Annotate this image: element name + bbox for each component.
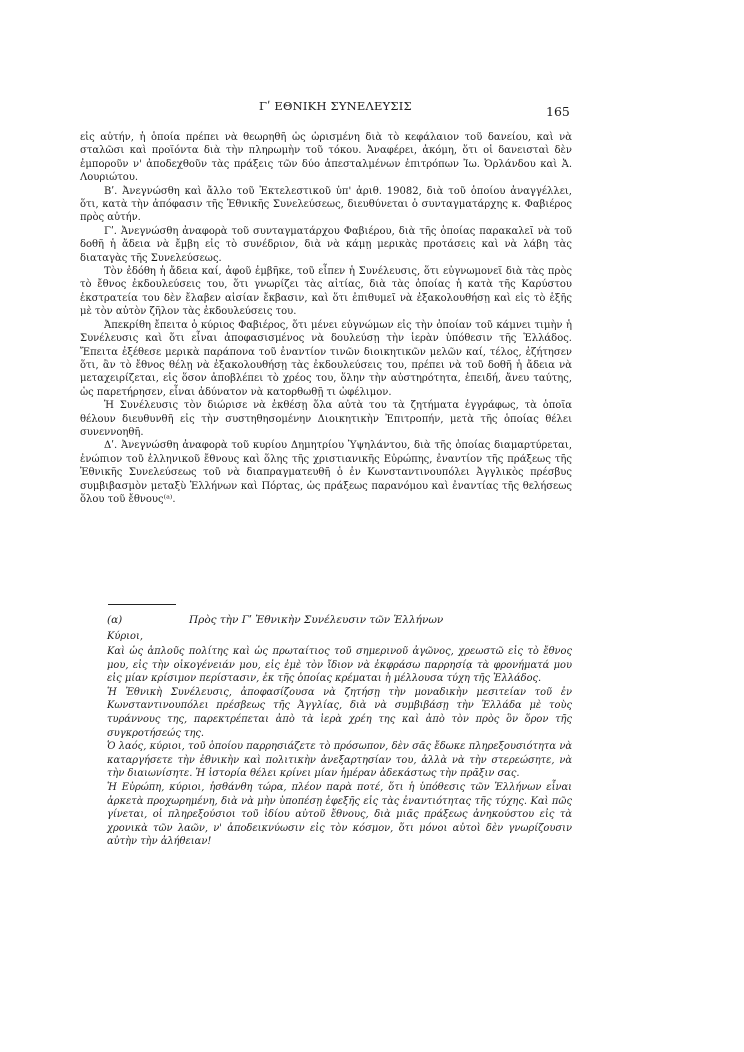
- main-text: [80, 131, 572, 506]
- footnote-heading: [107, 612, 572, 630]
- footnote-divider: [108, 604, 176, 605]
- footnote-paragraph: Καὶ ὡς ἁπλοῦς πολίτης καὶ ὡς πρωταίτιος τοῦ σημερινοῦ ἀγῶνος, χρεωστῶ εἰς τὸ ἔθνος μου, εἰς τὴν οἰκογένειάν μου, εἰς ἐμὲ τὸν ἴδιον νὰ ἐκφράσω παρρησίᾳ τὰ φρονήματά μου εἰς μίαν κρίσιμον περίστασιν, ἐκ τῆς ὁποίας κρέμαται ἡ μέλλουσα τύχη τῆς Ἑλλάδος.: [107, 646, 572, 685]
- paragraph: εἰς αὐτήν, ἡ ὁποία πρέπει νὰ θεωρηθῆ ὡς ὡρισμένη διὰ τὸ κεφάλαιον τοῦ δανείου, καὶ νὰ σταλῶσι καὶ προϊόντα διὰ τὴν πληρωμὴν τοῦ τόκου. Ἀναφέρει, ἀκόμη, ὅτι οἱ δανεισταὶ δὲν ἐμποροῦν ν' ἀποδεχθοῦν τὰς πράξεις τῶν δύο ἀπεσταλμένων ἐπιτρόπων Ἰω. Ὀρλάνδου καὶ Ἀ. Λουριώτου.: [80, 132, 572, 184]
- paragraph: Βʹ. Ἀνεγνώσθη καὶ ἄλλο τοῦ Ἐκτελεστικοῦ ὑπ' ἀριθ. 19082, διὰ τοῦ ὁποίου ἀναγγέλλει, ὅτι, κατὰ τὴν ἀπόφασιν τῆς Ἐθνικῆς Συνελεύσεως, διευθύνεται ὁ συνταγματάρχης κ. Φαβιέρος πρὸς αὐτήν.: [80, 185, 572, 224]
- footnote-paragraph: Ἡ Εὐρώπη, κύριοι, ἠσθάνθη τώρα, πλέον παρὰ ποτέ, ὅτι ἡ ὑπόθεσις τῶν Ἑλλήνων εἶναι ἀρκετὰ προχωρημένη, διὰ νὰ μὴν ὑποπέσῃ ἐφεξῆς εἰς τὰς ἐναντιότητας τῆς τύχης. Καὶ πῶς γίνεται, οἱ πληρεξούσιοι τοῦ ἰδίου αὐτοῦ ἔθνους, διὰ μιᾶς πράξεως ἀνηκούστου εἰς τὰ χρονικὰ τῶν λαῶν, ν' ἀποδεικνύωσιν εἰς τὸν κόσμον, ὅτι μόνοι αὐτοὶ δὲν γνωρίζουσιν αὐτὴν τὴν ἀλήθειαν!: [107, 781, 572, 848]
- footnote: [107, 612, 572, 849]
- running-header: [80, 99, 580, 119]
- running-title: Γʹ ΕΘΝΙΚΗ ΣΥΝΕΛΕΥΣΙΣ: [259, 99, 412, 113]
- footnote-paragraph: Ὁ λαός, κύριοι, τοῦ ὁποίου παρρησιάζετε τὸ πρόσωπον, δὲν σᾶς ἔδωκε πληρεξουσιότητα νὰ καταργήσετε τὴν ἐθνικὴν καὶ πολιτικὴν ἀνεξαρτησίαν του, ἀλλὰ νὰ τὴν στερεώσητε, νὰ τὴν διαιωνίσητε. Ἡ ἱστορία θέλει κρίνει μίαν ἡμέραν ἀδεκάστως τὴν πρᾶξιν σας.: [107, 741, 572, 780]
- paragraph: Ἡ Συνέλευσις τὸν διώρισε νὰ ἐκθέσῃ ὅλα αὐτὰ του τὰ ζητήματα ἐγγράφως, τὰ ὁποῖα θέλουν διευθυνθῆ εἰς τὴν συστηθησομένην Διοικητικὴν Ἐπιτροπήν, μετὰ τῆς ὁποίας θέλει συνεννοηθῆ.: [80, 400, 572, 438]
- footnote-paragraph: Ἡ Ἐθνικὴ Συνέλευσις, ἀποφασίζουσα νὰ ζητήσῃ τὴν μοναδικὴν μεσιτείαν τοῦ ἐν Κωνσταντινουπόλει πρέσβεως τῆς Ἀγγλίας, διὰ νὰ συμβιβάσῃ τὴν Ἑλλάδα μὲ τοὺς τυράννους της, παρεκτρέπεται ἀπὸ τὰ ἱερὰ χρέη της καὶ ἀπὸ τὸν πρὸς ὃν ὅρον τῆς συγκροτήσεώς της.: [107, 686, 572, 739]
- page-number: 165: [546, 104, 570, 119]
- paragraph: Δʹ. Ἀνεγνώσθη ἀναφορὰ τοῦ κυρίου Δημητρίου Ὑψηλάντου, διὰ τῆς ὁποίας διαμαρτύρεται, ἐνώπιον τοῦ ἑλληνικοῦ ἔθνους καὶ ὅλης τῆς χριστιανικῆς Εὐρώπης, ἐναντίον τῆς πράξεως τῆς Ἐθνικῆς Συνελεύσεως τοῦ νὰ διαπραγματευθῆ ὁ ἐν Κωνσταντινουπόλει Ἀγγλικὸς πρέσβυς συμβιβασμὸν μεταξὺ Ἑλλήνων καὶ Πόρτας, ὡς πράξεως παρανόμου καὶ ἐναντίας τῆς θελήσεως ὅλου τοῦ ἔθνους⁽ᵃ⁾.: [80, 440, 572, 505]
- paragraph: Ἀπεκρίθη ἔπειτα ὁ κύριος Φαβιέρος, ὅτι μένει εὐγνώμων εἰς τὴν ὁποίαν τοῦ κάμνει τιμὴν ἡ Συνέλευσις καὶ ὅτι εἶναι ἀποφασισμένος νὰ δουλεύσῃ τὴν ἱερὰν ὑπόθεσιν τῆς Ἑλλάδος. Ἔπειτα ἐξέθεσε μερικὰ παράπονα τοῦ ἐναντίον τινῶν διοικητικῶν μελῶν καί, τέλος, ἐζήτησεν ὅτι, ἂν τὸ ἔθνος θέλῃ νὰ ἐξακολουθήσῃ τὰς ἐκδουλεύσεις του, πρέπει νὰ τοῦ δοθῆ ἡ ἄδεια νὰ μεταχειρίζεται, εἰς ὅσον ἀποβλέπει τὸ χρέος του, ὅλην τὴν αὐστηρότητα, ἐπειδή, ἄνευ ταύτης, ὡς παρετήρησεν, εἶναι ἀδύνατον νὰ κατορθωθῇ τι ὠφέλιμον.: [80, 319, 572, 398]
- paragraph: Γʹ. Ἀνεγνώσθη ἀναφορὰ τοῦ συνταγματάρχου Φαβιέρου, διὰ τῆς ὁποίας παρακαλεῖ νὰ τοῦ δοθῆ ἡ ἄδεια νὰ ἔμβη εἰς τὸ συνέδριον, διὰ νὰ κάμῃ μερικὰς προτάσεις καὶ νὰ λάβη τὰς διαταγὰς τῆς Συνελεύσεως.: [80, 225, 572, 264]
- footnote-label: (α): [107, 614, 123, 626]
- footnote-greeting: Κύριοι,: [107, 631, 144, 642]
- footnote-title: Πρὸς τὴν Γʹ Ἐθνικὴν Συνέλευσιν τῶν Ἑλλήνων: [189, 614, 444, 626]
- paragraph: Τὸν ἐδόθη ἡ ἄδεια καί, ἀφοῦ ἐμβῆκε, τοῦ εἶπεν ἡ Συνέλευσις, ὅτι εὐγνωμονεῖ διὰ τὰς πρὸς τὸ ἔθνος ἐκδουλεύσεις του, ὅτι γνωρίζει τὰς αἰτίας, διὰ τὰς ὁποίας ἡ κατὰ τῆς Καρύστου ἐκστρατεία του δὲν ἔλαβεν αἰσίαν ἔκβασιν, καὶ ὅτι ἐπιθυμεῖ νὰ ἐξακολουθήσῃ καὶ εἰς τὸ ἑξῆς μὲ τὸν αὐτὸν ζῆλον τὰς ἐκδουλεύσεις του.: [80, 266, 572, 318]
